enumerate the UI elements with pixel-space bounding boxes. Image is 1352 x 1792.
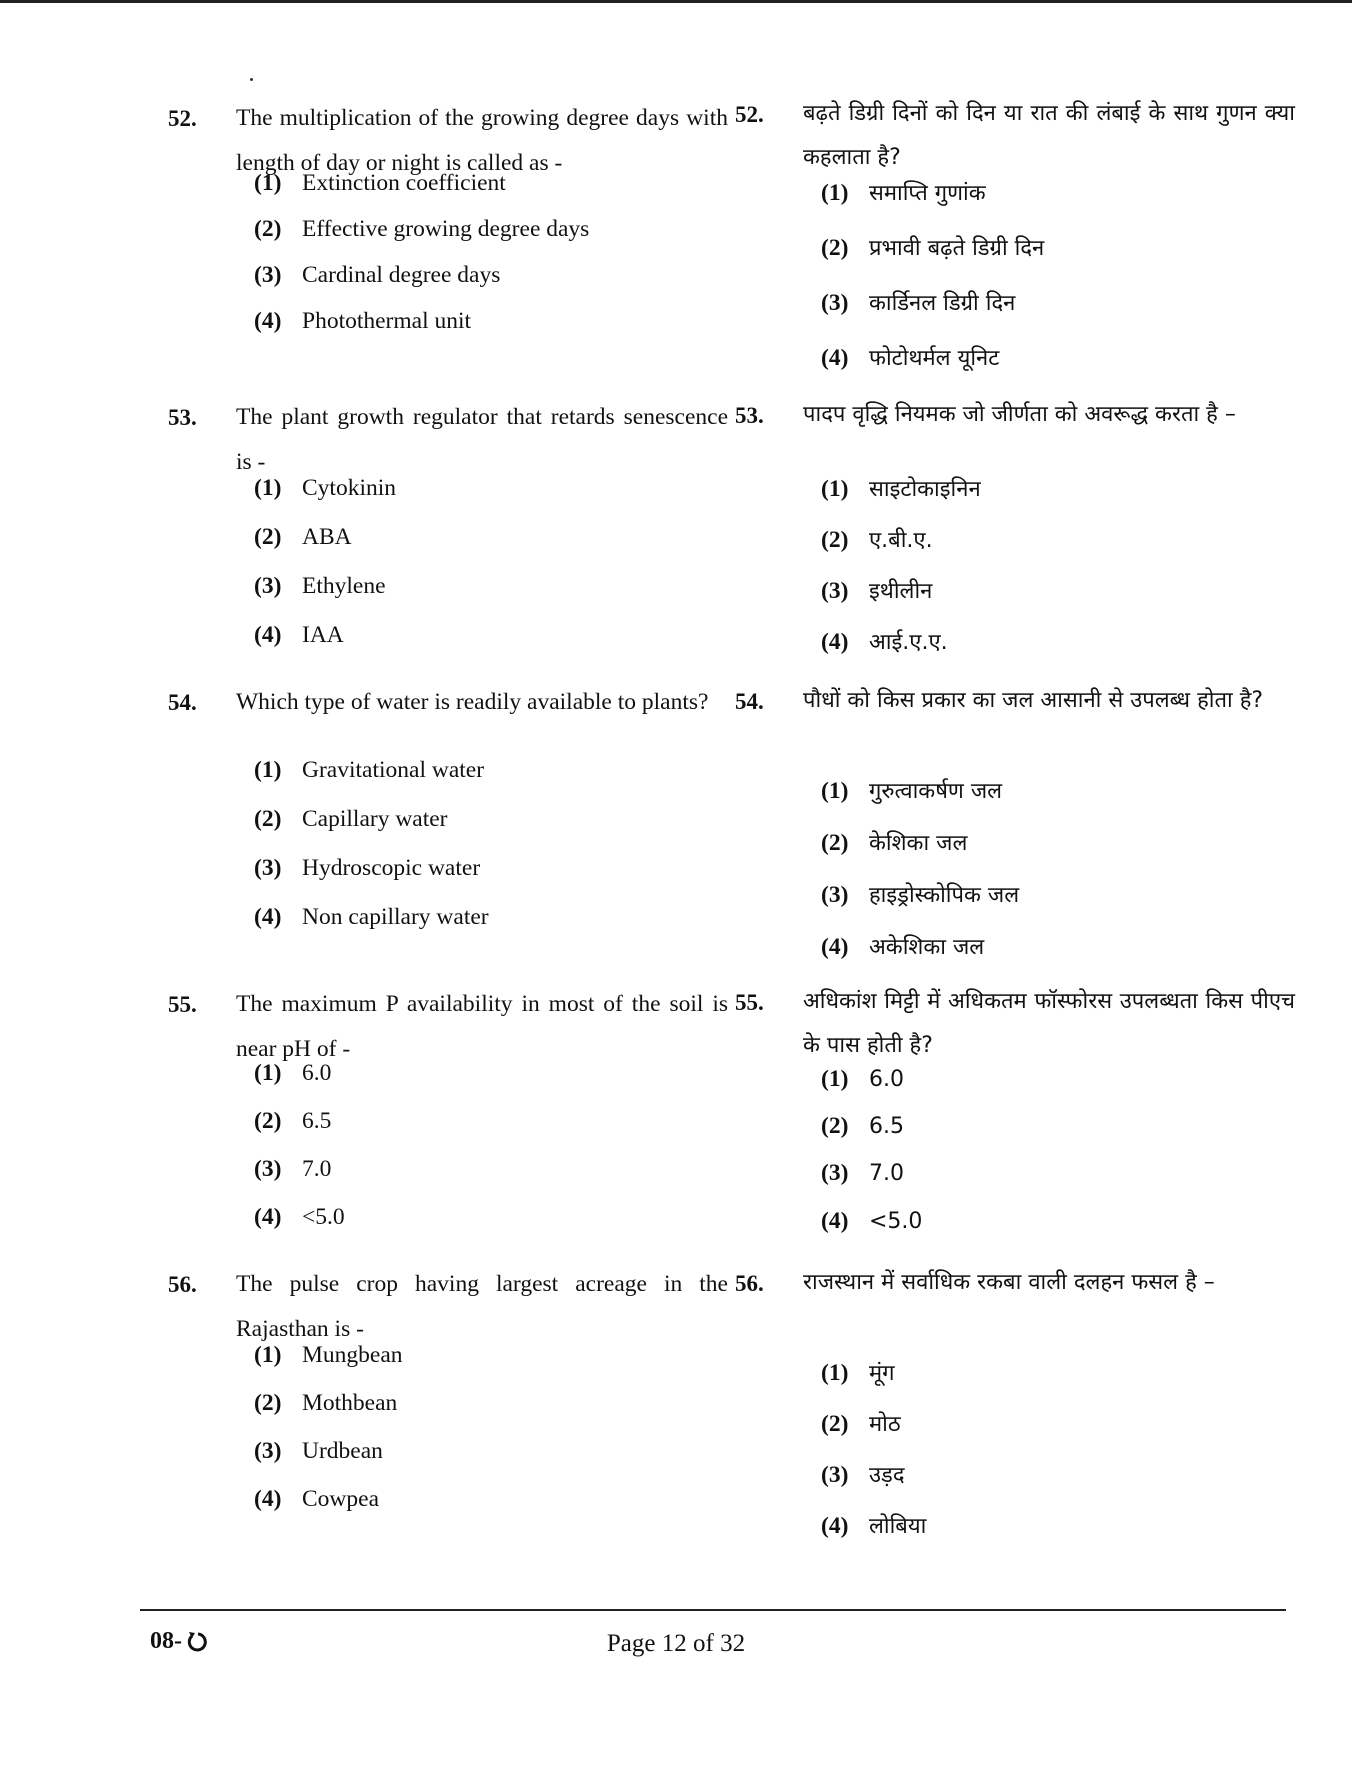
question-52-hi (735, 92, 1295, 371)
booklet-code-text: 08- (150, 1628, 182, 1654)
option-1: (1) मूंग (821, 1360, 895, 1386)
question-56-en (168, 1262, 728, 1512)
option-1: (1) गुरुत्वाकर्षण जल (821, 778, 1003, 804)
option-2: (2) मोठ (821, 1411, 901, 1437)
option-3: (3) Hydroscopic water (254, 855, 481, 881)
question-number: 53. (168, 405, 197, 430)
option-2: (2) Effective growing degree days (254, 216, 590, 242)
question-text: अधिकांश मिट्टी में अधिकतम फॉस्फोरस उपलब्धता किस पीएच के पास होती है? (803, 989, 1295, 1058)
question-53-hi (735, 393, 1295, 655)
question-54-hi (735, 679, 1295, 960)
question-54-en (168, 680, 728, 930)
option-3: (3) हाइड्रोस्कोपिक जल (821, 882, 1020, 908)
option-4: (4) <5.0 (254, 1204, 345, 1230)
option-3: (3) Cardinal degree days (254, 262, 501, 288)
option-4: (4) <5.0 (821, 1208, 923, 1234)
option-4: (4) अकेशिका जल (821, 934, 985, 960)
option-4: (4) IAA (254, 622, 344, 648)
option-3: (3) इथीलीन (821, 578, 933, 604)
question-number: 52. (168, 106, 197, 131)
question-text: Which type of water is readily available to plants? (236, 689, 709, 715)
option-1: (1) 6.0 (821, 1066, 904, 1092)
option-3: (3) Urdbean (254, 1438, 383, 1464)
footer-divider (140, 1609, 1286, 1611)
option-1: (1) Mungbean (254, 1342, 403, 1368)
question-56-hi (735, 1261, 1295, 1539)
option-3: (3) 7.0 (254, 1156, 332, 1182)
question-53-en (168, 395, 728, 648)
option-2: (2) ए.बी.ए. (821, 527, 933, 553)
option-2: (2) 6.5 (254, 1108, 332, 1134)
question-text: The maximum P availability in most of the soil is near pH of - (236, 991, 728, 1062)
question-number: 53. (735, 403, 764, 428)
question-55-hi (735, 980, 1295, 1234)
question-text: बढ़ते डिग्री दिनों को दिन या रात की लंबाई के साथ गुणन क्या कहलाता है? (803, 101, 1295, 170)
top-border-line (0, 0, 1352, 3)
option-3: (3) Ethylene (254, 573, 386, 599)
question-number: 56. (168, 1272, 197, 1297)
option-4: (4) लोबिया (821, 1513, 927, 1539)
stray-mark (250, 78, 253, 81)
page-number: Page 12 of 32 (606, 1630, 746, 1657)
option-2: (2) Capillary water (254, 806, 448, 832)
option-4: (4) Photothermal unit (254, 308, 472, 334)
question-text: पौधों को किस प्रकार का जल आसानी से उपलब्ध होता है? (803, 688, 1264, 713)
question-number: 54. (735, 689, 764, 714)
option-3: (3) 7.0 (821, 1160, 904, 1186)
option-2: (2) प्रभावी बढ़ते डिग्री दिन (821, 235, 1045, 261)
option-1: (1) Gravitational water (254, 757, 485, 783)
question-number: 56. (735, 1271, 764, 1296)
option-4: (4) Non capillary water (254, 904, 489, 930)
question-text: पादप वृद्धि नियमक जो जीर्णता को अवरूद्ध करता है – (803, 402, 1236, 427)
question-text: The multiplication of the growing degree days with length of day or night is called as - (236, 105, 728, 176)
question-number: 54. (168, 690, 197, 715)
option-4: (4) Cowpea (254, 1486, 380, 1512)
option-1: (1) साइटोकाइनिन (821, 476, 981, 502)
question-number: 52. (735, 102, 764, 127)
question-text: राजस्थान में सर्वाधिक रकबा वाली दलहन फसल है – (803, 1270, 1215, 1295)
option-3: (3) कार्डिनल डिग्री दिन (821, 290, 1016, 316)
option-2: (2) केशिका जल (821, 830, 968, 856)
option-2: (2) Mothbean (254, 1390, 398, 1416)
option-2: (2) 6.5 (821, 1113, 904, 1139)
question-number: 55. (735, 990, 764, 1015)
option-1: (1) Extinction coefficient (254, 170, 506, 196)
question-number: 55. (168, 992, 197, 1017)
question-55-en (168, 982, 728, 1230)
option-4: (4) आई.ए.ए. (821, 629, 948, 655)
question-text: The pulse crop having largest acreage in the Rajasthan is - (236, 1271, 728, 1342)
question-text: The plant growth regulator that retards senescence is - (236, 404, 728, 475)
option-3: (3) उड़द (821, 1462, 905, 1488)
option-1: (1) Cytokinin (254, 475, 397, 501)
option-1: (1) 6.0 (254, 1060, 332, 1086)
option-2: (2) ABA (254, 524, 352, 550)
question-52-en (168, 96, 728, 334)
option-1: (1) समाप्ति गुणांक (821, 180, 986, 206)
option-4: (4) फोटोथर्मल यूनिट (821, 345, 1000, 371)
